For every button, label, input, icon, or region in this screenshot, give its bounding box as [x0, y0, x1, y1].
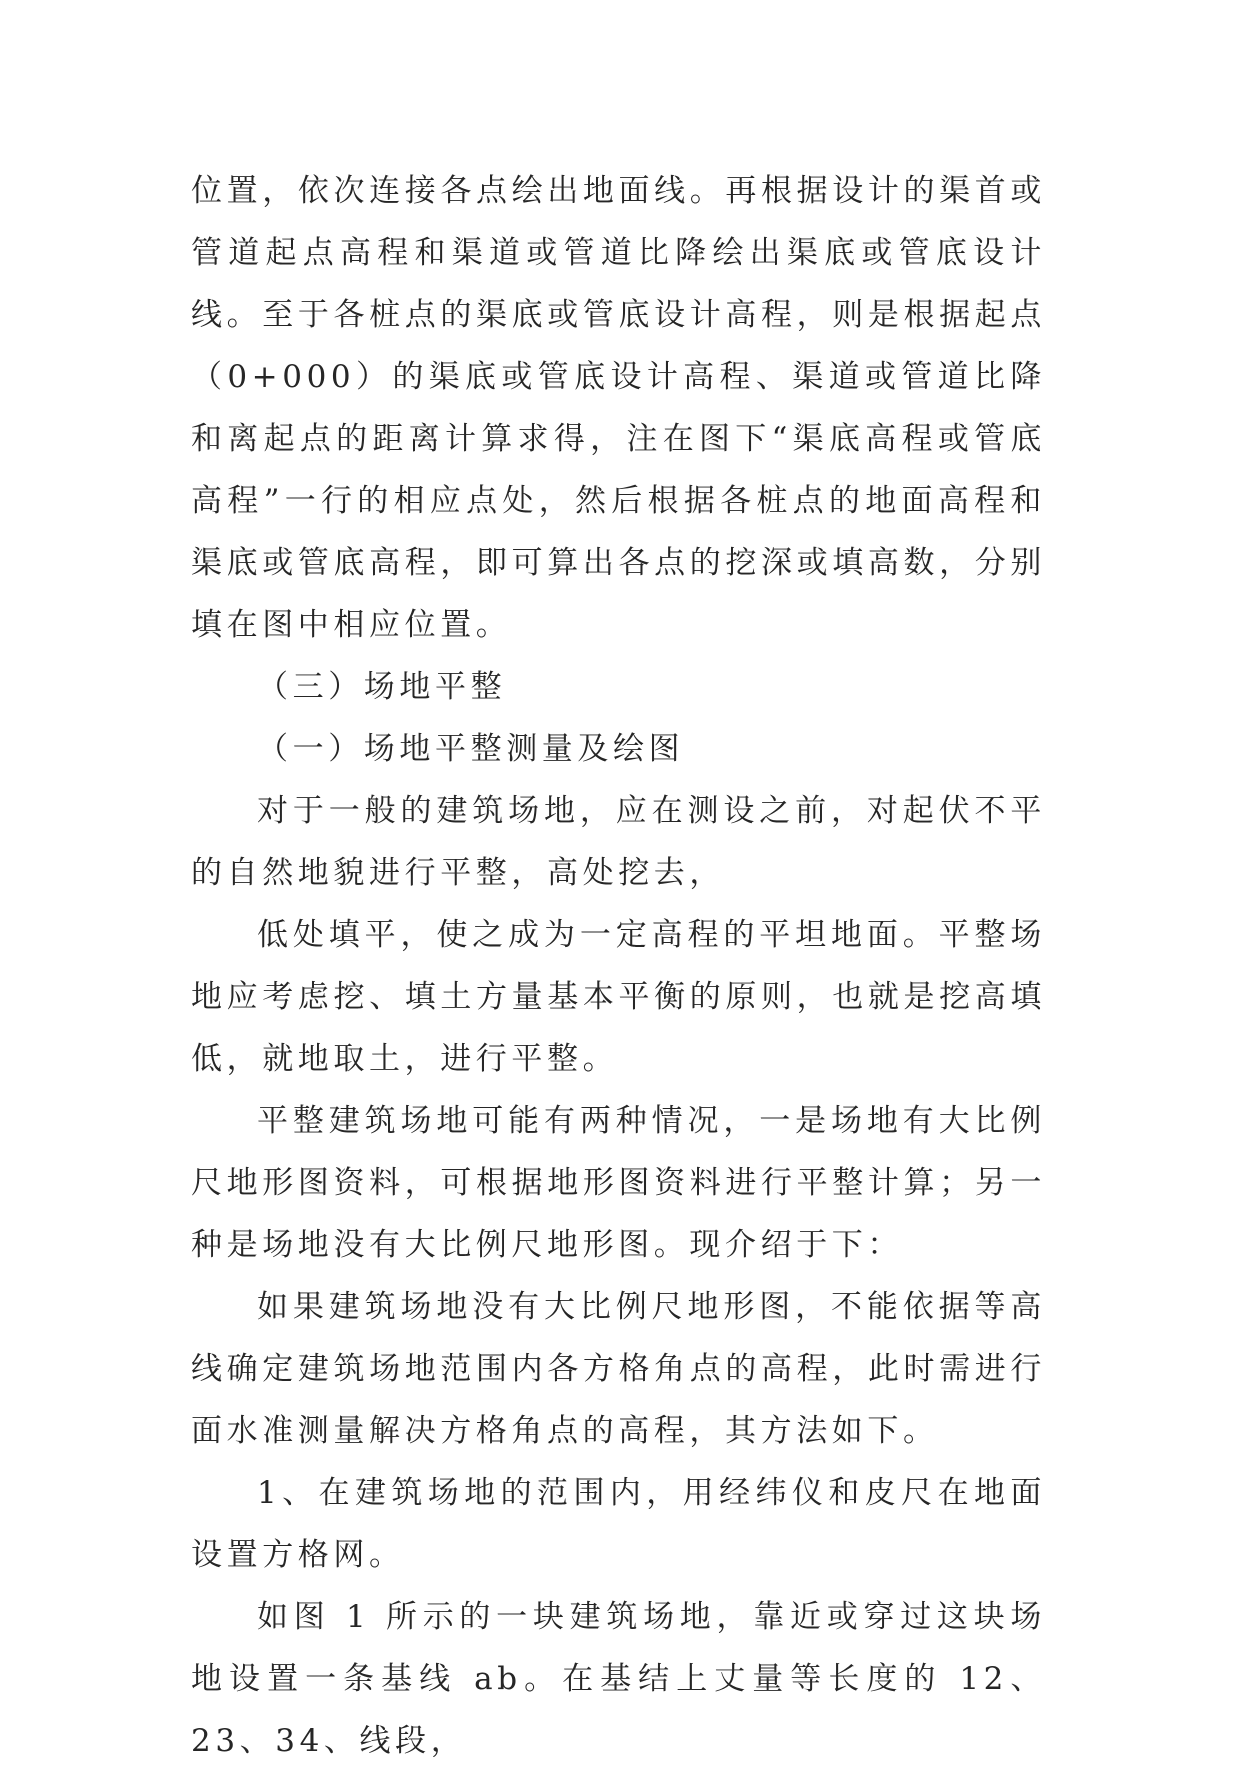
paragraph-continuation: 位置，依次连接各点绘出地面线。再根据设计的渠首或管道起点高程和渠道或管道比降绘出渠底或管底设计线。至于各桩点的渠底或管底设计高程，则是根据起点（0+000）的渠底或管底设计高程、渠道或管道比降和离起点的距离计算求得，注在图下“渠底高程或管底高程”一行的相应点处，然后根据各桩点的地面高程和渠底或管底高程，即可算出各点的挖深或填高数，分别填在图中相应位置。: [191, 173, 1046, 643]
paragraph: 如果建筑场地没有大比例尺地形图，不能依据等高线确定建筑场地范围内各方格角点的高程，此时需进行面水准测量解决方格角点的高程，其方法如下。: [191, 1289, 1046, 1449]
subsection-heading: （一）场地平整测量及绘图: [257, 731, 685, 767]
section-heading: （三）场地平整: [257, 669, 507, 705]
paragraph: 如图 1 所示的一块建筑场地，靠近或穿过这块场地设置一条基线 ab。在基结上丈量等长度的 12、23、34、线段，: [191, 1599, 1046, 1759]
document-body: [191, 160, 1046, 1772]
paragraph: 低处填平，使之成为一定高程的平坦地面。平整场地应考虑挖、填土方量基本平衡的原则，也就是挖高填低，就地取土，进行平整。: [191, 917, 1046, 1077]
paragraph: 平整建筑场地可能有两种情况，一是场地有大比例尺地形图资料，可根据地形图资料进行平整计算；另一种是场地没有大比例尺地形图。现介绍于下：: [191, 1103, 1046, 1263]
numbered-paragraph: 1、在建筑场地的范围内，用经纬仪和皮尺在地面设置方格网。: [191, 1475, 1046, 1573]
paragraph: 对于一般的建筑场地，应在测设之前，对起伏不平的自然地貌进行平整，高处挖去，: [191, 793, 1046, 891]
